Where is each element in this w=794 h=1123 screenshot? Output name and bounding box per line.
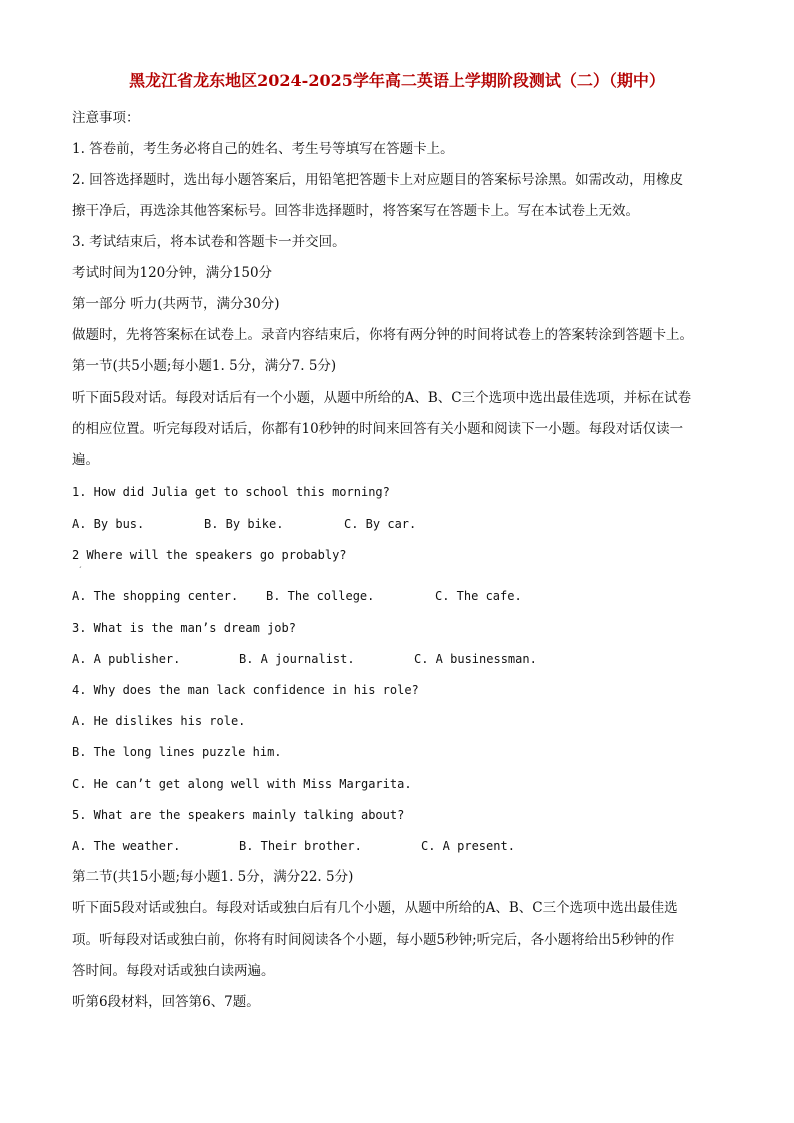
part1-intro: 做题时，先将答案标在试卷上。录音内容结束后，你将有两分钟的时间将试卷上的答案转涂到答题卡上。 bbox=[72, 327, 693, 343]
option-5a: A. The weather. bbox=[72, 839, 181, 853]
page-title: 黑龙江省龙东地区2024-2025学年高二英语上学期阶段测试（二）（期中） bbox=[129, 71, 665, 90]
option-2a: A. The shopping center. bbox=[72, 589, 239, 603]
notice-heading: 注意事项： bbox=[72, 110, 140, 126]
option-4c: C. He can’t get along well with Miss Margarita. bbox=[72, 777, 412, 791]
section2-material: 听第6段材料，回答第6、7题。 bbox=[72, 994, 260, 1010]
exam-time: 考试时间为120分钟，满分150分 bbox=[72, 265, 273, 281]
option-5b: B. Their brother. bbox=[239, 839, 362, 853]
section2-instructions: 项。听每段对话或独白前，你将有时间阅读各个小题，每小题5秒钟;听完后，各小题将给出5秒钟的作 bbox=[72, 932, 675, 948]
option-4b: B. The long lines puzzle him. bbox=[72, 745, 282, 759]
section2-heading: 第二节(共15小题;每小题1. 5分，满分22. 5分) bbox=[72, 869, 354, 885]
section1-instructions: 听下面5段对话。每段对话后有一个小题，从题中所给的A、B、C三个选项中选出最佳选项，并标在试卷 bbox=[72, 390, 692, 406]
part1-heading: 第一部分 听力(共两节，满分30分) bbox=[72, 296, 280, 312]
section2-instructions: 听下面5段对话或独白。每段对话或独白后有几个小题，从题中所给的A、B、C三个选项中选出最佳选 bbox=[72, 900, 678, 916]
question-3: 3. What is the man’s dream job? bbox=[72, 621, 296, 635]
notice-item: 2. 回答选择题时，选出每小题答案后，用铅笔把答题卡上对应题目的答案标号涂黑。如需改动，用橡皮 bbox=[72, 172, 684, 188]
notice-item: 3. 考试结束后，将本试卷和答题卡一并交回。 bbox=[72, 234, 346, 250]
question-1: 1. How did Julia get to school this morning? bbox=[72, 485, 390, 499]
option-3b: B. A journalist. bbox=[239, 652, 355, 666]
section1-instructions: 遍。 bbox=[72, 452, 99, 468]
notice-item: 1. 答卷前，考生务必将自己的姓名、考生号等填写在答题卡上。 bbox=[72, 141, 454, 157]
question-2: 2 Where will the speakers go probably? bbox=[72, 548, 347, 562]
option-1a: A. By bus. bbox=[72, 517, 145, 531]
option-1b: B. By bike. bbox=[204, 517, 284, 531]
option-5c: C. A present. bbox=[421, 839, 515, 853]
section1-heading: 第一节(共5小题;每小题1. 5分，满分7. 5分) bbox=[72, 358, 337, 374]
option-4a: A. He dislikes his role. bbox=[72, 714, 246, 728]
option-1c: C. By car. bbox=[344, 517, 417, 531]
section2-instructions: 答时间。每段对话或独白读两遍。 bbox=[72, 963, 275, 979]
section1-instructions: 的相应位置。听完每段对话后，你都有10秒钟的时间来回答有关小题和阅读下一小题。每段对话仅读一 bbox=[72, 421, 684, 437]
question-4: 4. Why does the man lack confidence in his role? bbox=[72, 683, 419, 697]
stray-mark: ˊ bbox=[78, 566, 82, 575]
question-5: 5. What are the speakers mainly talking about? bbox=[72, 808, 405, 822]
option-2c: C. The cafe. bbox=[435, 589, 522, 603]
option-3a: A. A publisher. bbox=[72, 652, 181, 666]
option-2b: B. The college. bbox=[266, 589, 375, 603]
option-3c: C. A businessman. bbox=[414, 652, 537, 666]
notice-item: 擦干净后，再选涂其他答案标号。回答非选择题时，将答案写在答题卡上。写在本试卷上无效。 bbox=[72, 203, 639, 219]
